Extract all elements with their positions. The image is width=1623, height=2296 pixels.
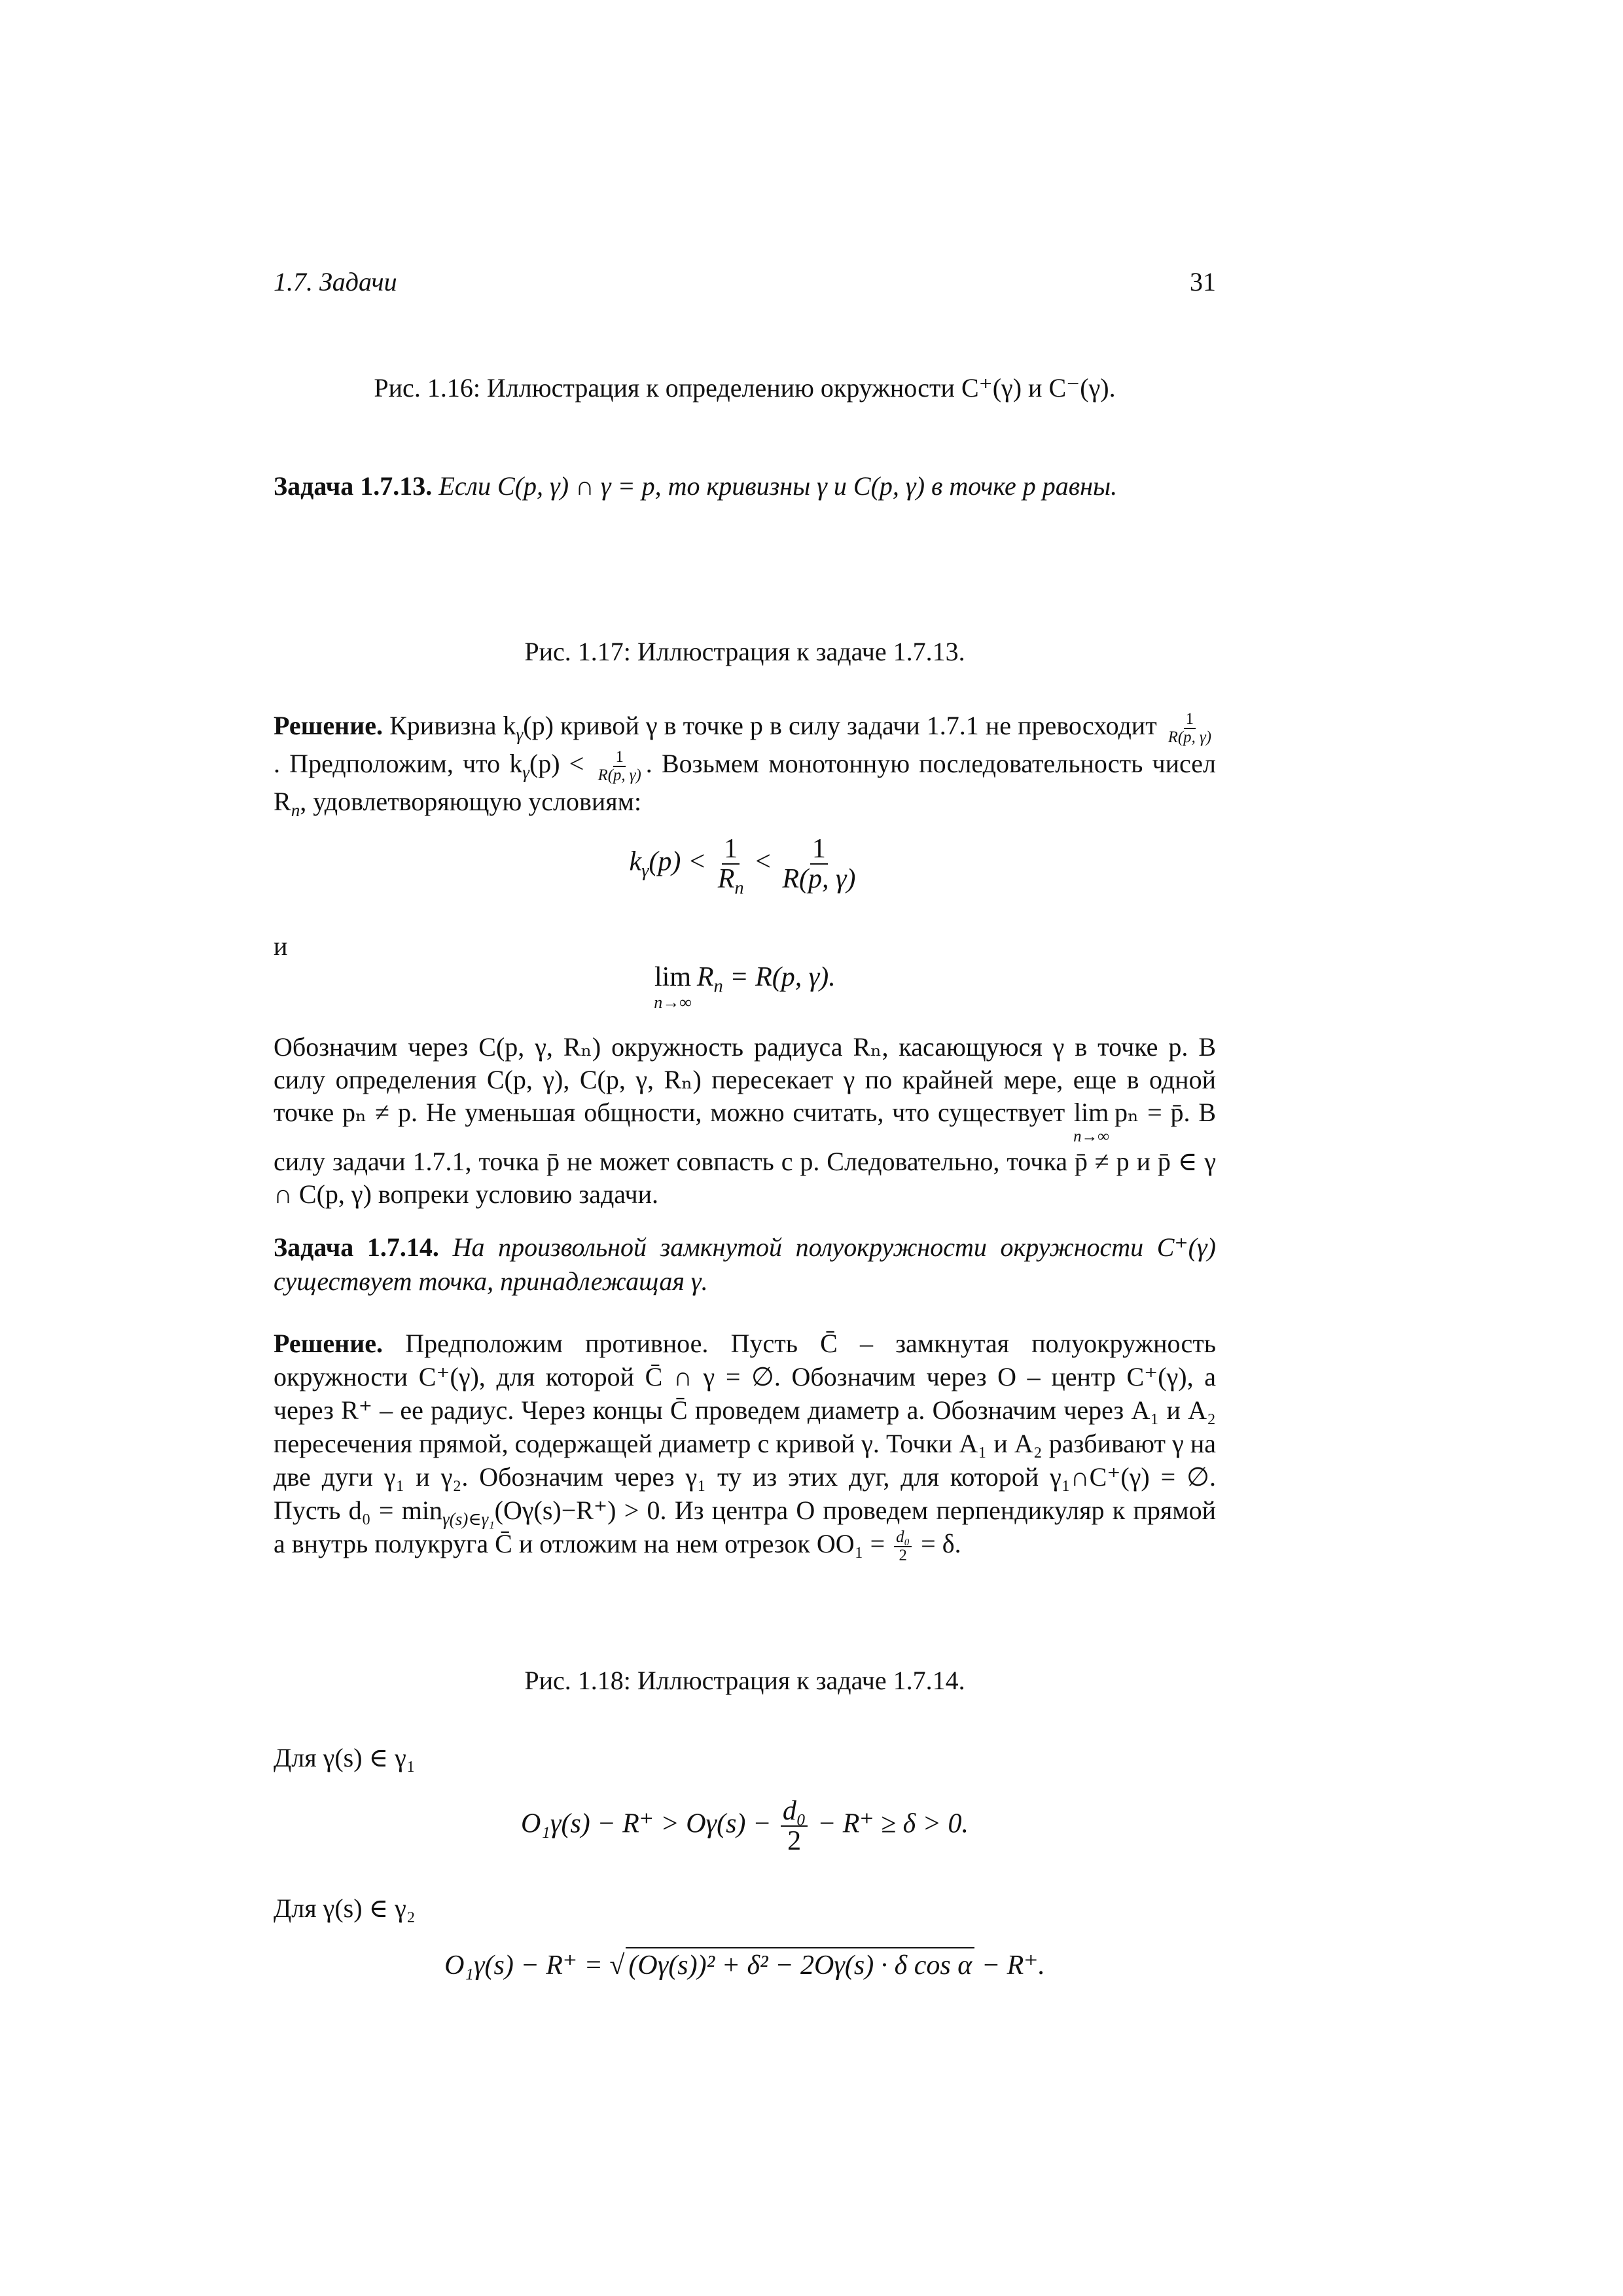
- text-run: pₙ = p̄. В силу задачи 1.7.1, точка p̄ не может совпасть с p. Следовательно, точка p̄ ≠ p и p̄ ∈ γ ∩ C(p, γ) вопреки условию задачи.: [274, 1098, 1217, 1209]
- limit-operator: [1073, 1096, 1109, 1145]
- solution-1-paragraph-1: Решение. Кривизна $k_\gamma(p)$ кривой γ в точке p в силу задачи 1.7.1 не превосходит $\frac{1}{R(p, \gamma)}$ . Предположим, что $k_\gamma(p)$ < $\frac{1}{R(p, \gamma)}$ . Возьмем монотонную последовательность чисел $R_n$, удовлетворяющую условиям:: [274, 709, 1217, 820]
- text-run: Предположим противное. Пусть C̄ – замкнутая полуокружность окружности C⁺(γ), для которой C̄ ∩ γ = ∅. Обозначим через O – центр C⁺(γ), а через R⁺ – ее радиус. Через концы C̄ проведем диаметр a. Обозначим через A₁ и A₂ пересечения прямой, содержащей диаметр с кривой γ. Точки A₁ и A₂ разбивают γ на две дуги γ₁ и γ₂. Обозначим через γ₁ ту из этих дуг, для которой γ₁∩C⁺(γ) = ∅. Пусть d₀ = min: [274, 1329, 1217, 1525]
- fraction-numerator: 1: [810, 834, 828, 865]
- eq-operator: <: [755, 846, 771, 877]
- section-title: 1.7. Задачи: [274, 267, 397, 296]
- eq-term: − R⁺.: [981, 1950, 1045, 1981]
- display-equation-1: [274, 834, 1216, 899]
- display-equation-2: [274, 960, 1216, 1011]
- text-run: Обозначим через C(p, γ, Rₙ) окружность радиуса Rₙ, касающуюся γ в точке p. В силу определения C(p, γ), C(p, γ, Rₙ) пересекает γ по крайней мере, еще в одной точке pₙ ≠ p. Не уменьшая общности, можно считать, что существует: [274, 1032, 1216, 1127]
- eq-term: = R(p, γ).: [722, 962, 836, 992]
- limit-operator: [654, 960, 692, 1011]
- text-run: (Oγ(s)−R⁺) > 0. Из центра O проведем перпендикуляр к прямой a внутрь полукруга C̄ и отложим на нем отрезок OO₁ =: [274, 1496, 1217, 1558]
- page-number: 31: [1190, 267, 1216, 296]
- fraction: [894, 1529, 912, 1564]
- fraction-numerator: d₀: [894, 1529, 912, 1547]
- fraction: [780, 834, 857, 893]
- figure-caption-1-17: Рис. 1.17: Иллюстрация к задаче 1.7.13.: [524, 637, 965, 666]
- figure-caption-1-16: Рис. 1.16: Иллюстрация к определению окружности C⁺(γ) и C⁻(γ).: [374, 373, 1116, 403]
- fraction-denominator: 2: [787, 1826, 802, 1857]
- problem-label: Задача 1.7.14.: [274, 1232, 439, 1262]
- solution-2-paragraph: [274, 1327, 1216, 1564]
- problem-statement: Если C(p, γ) ∩ γ = p, то кривизны γ и C(p, γ) в точке p равны.: [438, 471, 1118, 501]
- case-2-label: Для γ(s) ∈ γ₂: [274, 1893, 416, 1923]
- fraction-numerator: 1: [722, 834, 740, 865]
- fraction: [716, 834, 746, 899]
- eq-sub: n: [713, 976, 723, 997]
- fraction-numerator: 1: [1184, 711, 1196, 729]
- fraction: [781, 1797, 808, 1856]
- solution-label: Решение.: [274, 1329, 383, 1358]
- problem-label: Задача 1.7.13.: [274, 471, 433, 501]
- eq-term: O₁γ(s) − R⁺ > Oγ(s) −: [520, 1808, 772, 1839]
- solution-1-paragraph-2: [274, 1031, 1216, 1211]
- eq-sub: n: [734, 878, 744, 899]
- min-subscript: γ(s)∈γ₁: [442, 1509, 495, 1529]
- lim-word: lim: [654, 962, 692, 992]
- case-1-label: Для γ(s) ∈ γ₁: [274, 1743, 416, 1772]
- eq-term: (p) <: [649, 846, 707, 877]
- eq-term: k: [629, 846, 642, 877]
- figure-caption-1-18: Рис. 1.18: Иллюстрация к задаче 1.7.14.: [524, 1666, 965, 1695]
- lim-word: lim: [1073, 1098, 1109, 1127]
- text-run: . Предположим, что k: [274, 748, 523, 778]
- text-run: , удовлетворяющую условиям:: [300, 786, 642, 816]
- fraction-denominator: 2: [899, 1546, 907, 1564]
- fraction-numerator: d₀: [781, 1797, 808, 1827]
- fraction-denominator: R(p, γ): [1168, 728, 1211, 746]
- text-run: = δ.: [921, 1529, 961, 1558]
- conjunction-and: и: [274, 931, 288, 961]
- text-run: (p) кривой γ в точке p в силу задачи 1.7.1 не превосходит: [523, 711, 1157, 740]
- lim-subscript: n→∞: [1073, 1128, 1109, 1145]
- display-equation-3: [274, 1797, 1216, 1856]
- problem-statement: На произвольной замкнутой полуокружности окружности C⁺(γ) существует точка, принадлежащая γ.: [274, 1232, 1217, 1296]
- radicand: (Oγ(s))² + δ² − 2Oγ(s) · δ cos α: [626, 1947, 974, 1982]
- text-run: (p) <: [529, 748, 584, 778]
- problem-1-7-14: [274, 1230, 1216, 1299]
- fraction-denominator: R(p, γ): [782, 864, 856, 895]
- eq-term: O₁γ(s) − R⁺ = √: [444, 1950, 625, 1981]
- fraction-numerator: 1: [613, 749, 625, 767]
- fraction-denominator: R(p, γ): [597, 766, 641, 784]
- lim-subscript: n→∞: [654, 993, 692, 1012]
- running-header: [274, 265, 1216, 299]
- eq-term: − R⁺ ≥ δ > 0.: [817, 1808, 969, 1839]
- fraction-denominator: R: [717, 864, 735, 895]
- problem-1-7-13: [274, 469, 1216, 503]
- text-run: Кривизна k: [389, 711, 516, 740]
- display-equation-4: [274, 1947, 1216, 1982]
- eq-sub: γ: [641, 861, 649, 882]
- eq-term: R: [696, 962, 714, 992]
- fraction: [596, 749, 643, 784]
- text-run: . Возьмем монотонную последовательность чисел R: [274, 748, 1217, 816]
- fraction: [1166, 711, 1213, 746]
- solution-label: Решение.: [274, 711, 383, 740]
